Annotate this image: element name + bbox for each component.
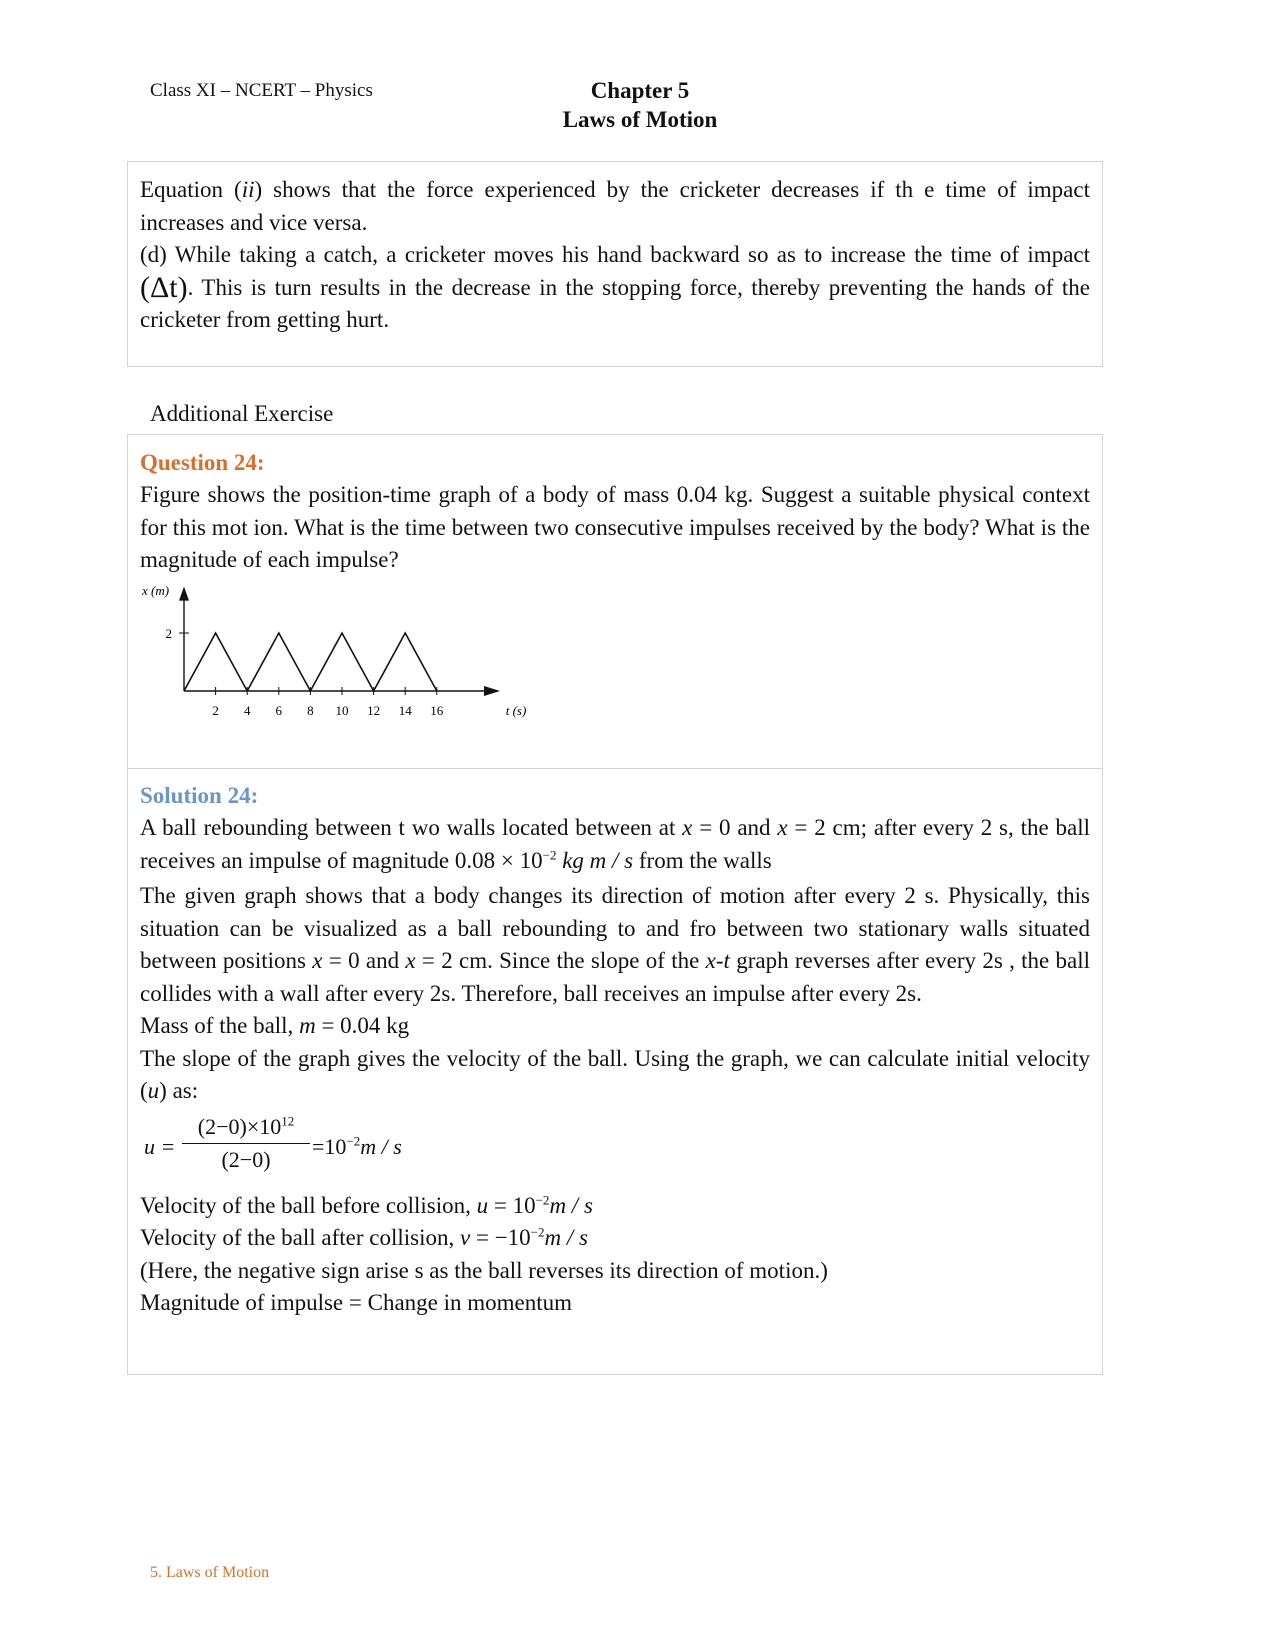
- y-tick-label: 2: [165, 625, 172, 641]
- x-tick-label: 16: [430, 702, 444, 718]
- x-tick-label: 10: [335, 702, 349, 718]
- question-heading: Question 24:: [140, 450, 265, 475]
- solution-explanation: The given graph shows that a body changes its direction of motion after every 2 s. Physically, this situation can be visualized as a ball rebounding to and fro between two stationary walls situated between positions x = 0 and x = 2 cm. Since the slope of the x-t graph reverses after every 2s , the ball collides with a wall after every 2s. Therefore, ball receives an impulse after every 2s.: [140, 883, 1091, 1006]
- chapter-heading: [500, 76, 780, 134]
- solution-box: [127, 768, 1103, 1375]
- chapter-number: Chapter 5: [590, 78, 690, 103]
- slope-paragraph: The slope of the graph gives the velocity of the ball. Using the graph, we can calculate initial velocity (u) as:: [140, 1045, 1090, 1103]
- y-axis-arrow: [179, 586, 189, 600]
- x-tick-label: 6: [275, 702, 283, 718]
- y-axis-label: x (m): [142, 582, 170, 598]
- equation-fraction: [182, 1112, 310, 1175]
- x-tick-label: 14: [398, 702, 412, 718]
- solution-heading: Solution 24:: [140, 783, 259, 808]
- fraction-bar: [182, 1143, 310, 1144]
- question-text: Figure shows the position-time graph of a body of mass 0.04 kg. Suggest a suitable physical context for this mot ion. What is the time between two consecutive impulses received by the body? What is the magnitude of each impulse?: [140, 482, 1090, 572]
- velocity-equation: [140, 1112, 1090, 1184]
- footer-chapter-label: 5. Laws of Motion: [150, 1564, 270, 1581]
- equation-numerator: $(2-0)\times 10^{12}$: [197, 1113, 295, 1139]
- question-box: [127, 434, 1103, 769]
- position-time-graph: [138, 581, 1090, 731]
- x-tick-label: 2: [212, 702, 219, 718]
- x-tick-label: 8: [307, 702, 314, 718]
- part-d-paragraph: (d) While taking a catch, a cricketer moves his hand backward so as to increase the time of impact (Δt). This is turn results in the decrease in the stopping force, thereby preventing the hands of the cricketer from getting hurt.: [140, 242, 1091, 332]
- section-label: Additional Exercise: [150, 401, 334, 426]
- header-subject: Class XI – NCERT – Physics: [150, 80, 373, 101]
- previous-answer-box: [127, 161, 1103, 367]
- position-time-graph-svg: [138, 581, 538, 726]
- chapter-title: Laws of Motion: [562, 107, 718, 132]
- solution-summary: A ball rebounding between t wo walls located between at x = 0 and x = 2 cm; after every 2 s, the ball receives an impulse of magnitude $0.08 \times 10^{-2}$ kg m / s from the walls: [140, 815, 1091, 873]
- impulse-line: Magnitude of impulse = Change in momentum: [140, 1290, 573, 1315]
- x-axis-arrow: [484, 686, 500, 696]
- mass-line: Mass of the ball, m = 0.04 kg: [140, 1013, 410, 1038]
- equation-denominator: (2−0): [221, 1146, 271, 1172]
- velocity-before-line: Velocity of the ball before collision, $u = 10^{-2}m / s$: [140, 1191, 593, 1218]
- equation-ii-paragraph: Equation (ii) shows that the force experienced by the cricketer decreases if th e time of impact increases and vice versa.: [140, 177, 1090, 235]
- x-tick-label: 12: [367, 702, 381, 718]
- position-series-line: [184, 633, 437, 691]
- velocity-after-line: Velocity of the ball after collision, $v = -10^{-2}m / s$: [140, 1224, 588, 1250]
- delta-t-symbol: (Δt): [140, 270, 188, 304]
- x-axis-label: t (s): [505, 702, 527, 718]
- equation-rhs: $=10^{-2}m / s$: [312, 1133, 402, 1159]
- equation-lhs: u =: [144, 1133, 176, 1159]
- x-tick-label: 4: [243, 702, 251, 718]
- negative-sign-note: (Here, the negative sign arise s as the ball reverses its direction of motion.): [140, 1257, 828, 1283]
